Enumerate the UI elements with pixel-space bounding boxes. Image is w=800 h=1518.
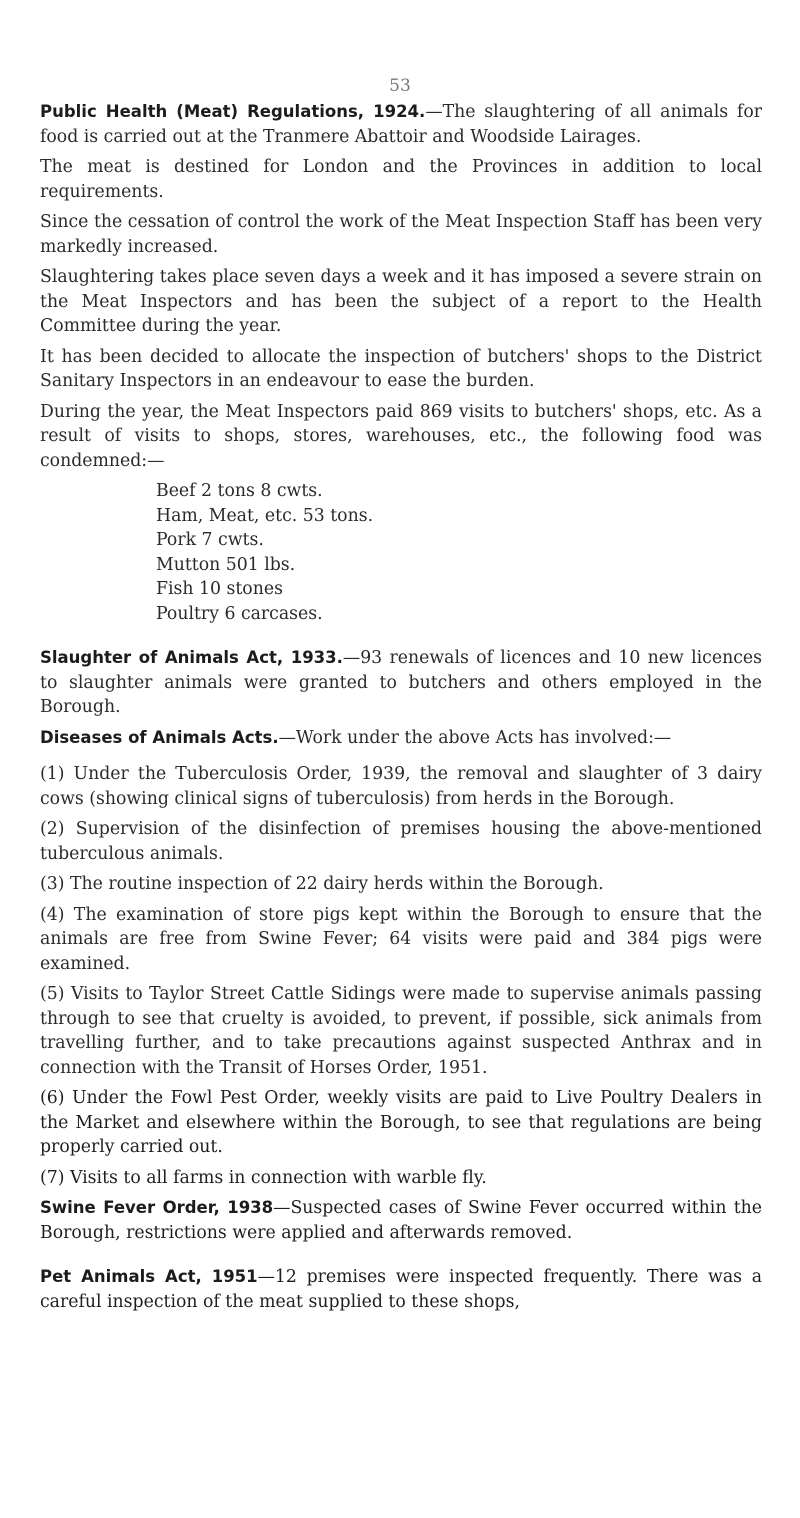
diseases-item-1: (1) Under the Tuberculosis Order, 1939, the removal and slaughter of 3 dairy cows (showing clinical signs of tuberculosis) from herds in the Borough.	[40, 764, 762, 809]
meat-staff-paragraph: Since the cessation of control the work of the Meat Inspection Staff has been very markedly increased.	[40, 212, 762, 257]
slaughter-act-heading: Slaughter of Animals Act, 1933.	[40, 648, 343, 667]
diseases-act-heading: Diseases of Animals Acts.	[40, 727, 279, 747]
list-item: Fish 10 stones	[156, 579, 283, 599]
diseases-item-3: (3) The routine inspection of 22 dairy herds within the Borough.	[40, 874, 604, 894]
document-body	[40, 78, 762, 1314]
pet-animals-paragraph	[40, 1265, 762, 1314]
swine-fever-paragraph	[40, 1196, 762, 1245]
pet-animals-heading: Pet Animals Act, 1951	[40, 1267, 258, 1286]
slaughter-act-text: —93 renewals of licences and 10 new licences to slaughter animals were granted to butchers and others employed in the Borough.	[40, 648, 762, 717]
diseases-item-6: (6) Under the Fowl Pest Order, weekly visits are paid to Live Poultry Dealers in the Market and elsewhere within the Borough, to see that regulations are being properly carried out.	[40, 1088, 762, 1157]
diseases-item-5: (5) Visits to Taylor Street Cattle Sidings were made to supervise animals passing through to see that cruelty is avoided, to prevent, if possible, sick animals from travelling further, and to take precautions against suspected Anthrax and in connection with the Transit of Horses Order, 1951.	[40, 984, 762, 1078]
list-item: Pork 7 cwts.	[156, 530, 264, 550]
diseases-item-2: (2) Supervision of the disinfection of premises housing the above-mentioned tuberculous animals.	[40, 819, 762, 864]
swine-fever-text: —Suspected cases of Swine Fever occurred within the Borough, restrictions were applied and afterwards removed.	[40, 1198, 763, 1243]
list-item: Poultry 6 carcases.	[156, 603, 323, 624]
list-item: Beef 2 tons 8 cwts.	[156, 481, 323, 501]
list-item: Mutton 501 lbs.	[156, 554, 296, 575]
page-number: 53	[389, 76, 411, 96]
diseases-act-paragraph	[40, 726, 762, 751]
meat-regulations-heading: Public Health (Meat) Regulations, 1924.	[40, 102, 426, 121]
condemned-food-list	[156, 479, 762, 626]
slaughtering-strain-paragraph: Slaughtering takes place seven days a week and it has imposed a severe strain on the Meat Inspectors and has been the subject of a report to the Health Committee during the year.	[40, 267, 762, 336]
swine-fever-heading: Swine Fever Order, 1938	[40, 1198, 274, 1217]
list-item: Ham, Meat, etc. 53 tons.	[156, 505, 374, 526]
diseases-item-4: (4) The examination of store pigs kept within the Borough to ensure that the animals are free from Swine Fever; 64 visits were paid and 384 pigs were examined.	[40, 904, 762, 974]
slaughter-act-paragraph	[40, 646, 762, 720]
diseases-item-7: (7) Visits to all farms in connection with warble fly.	[40, 1167, 487, 1188]
diseases-act-text: —Work under the above Acts has involved:—	[278, 727, 672, 748]
visits-condemned-paragraph: During the year, the Meat Inspectors paid 869 visits to butchers' shops, etc. As a result of visits to shops, stores, warehouses, etc., the following food was condemned:—	[40, 401, 762, 471]
butchers-inspection-paragraph: It has been decided to allocate the inspection of butchers' shops to the District Sanitary Inspectors in an endeavour to ease the burden.	[40, 346, 762, 391]
meat-regulations-intro: —The slaughtering of all animals for food is carried out at the Tranmere Abattoir and Woodside Lairages.	[40, 102, 762, 147]
pet-animals-text: —12 premises were inspected frequently. There was a careful inspection of the meat supplied to these shops,	[40, 1267, 762, 1312]
meat-regulations-paragraph	[40, 100, 762, 149]
meat-destination-paragraph: The meat is destined for London and the Provinces in addition to local requirements.	[40, 157, 762, 202]
